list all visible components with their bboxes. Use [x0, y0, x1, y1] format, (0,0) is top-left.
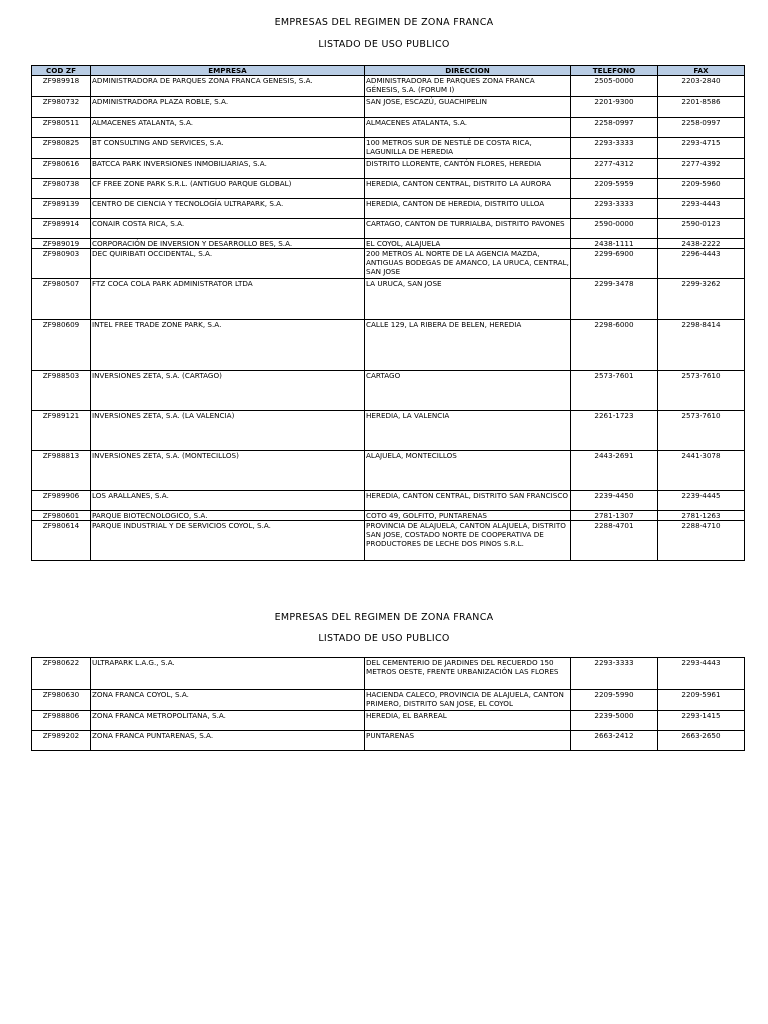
header-telefono: TELEFONO — [571, 66, 658, 76]
cell-empresa: INVERSIONES ZETA, S.A. (MONTECILLOS) — [91, 451, 365, 491]
cell-empresa: ZONA FRANCA COYOL, S.A. — [91, 690, 365, 711]
cell-empresa: CONAIR COSTA RICA, S.A. — [91, 219, 365, 239]
header-fax: FAX — [658, 66, 745, 76]
cell-telefono: 2209-5990 — [571, 690, 658, 711]
cell-empresa: ADMINISTRADORA PLAZA ROBLE, S.A. — [91, 97, 365, 118]
table-row — [32, 320, 745, 371]
cell-cod: ZF980614 — [32, 521, 91, 561]
cell-telefono: 2781-1307 — [571, 511, 658, 521]
table-row — [32, 249, 745, 279]
cell-cod: ZF988806 — [32, 711, 91, 731]
cell-cod: ZF980738 — [32, 179, 91, 199]
cell-telefono: 2663-2412 — [571, 731, 658, 751]
cell-fax: 2438-2222 — [658, 239, 745, 249]
cell-direccion: HEREDIA, CANTON CENTRAL, DISTRITO SAN FRANCISCO — [365, 491, 571, 511]
cell-fax: 2277-4392 — [658, 159, 745, 179]
table-row — [32, 76, 745, 97]
cell-empresa: DEC QUIRIBATI OCCIDENTAL, S.A. — [91, 249, 365, 279]
cell-cod: ZF980507 — [32, 279, 91, 320]
cell-empresa: ZONA FRANCA METROPOLITANA, S.A. — [91, 711, 365, 731]
cell-fax: 2573-7610 — [658, 411, 745, 451]
cell-fax: 2258-0997 — [658, 118, 745, 138]
cell-direccion: CALLE 129, LA RIBERA DE BELEN, HEREDIA — [365, 320, 571, 371]
table-row — [32, 118, 745, 138]
cell-fax: 2298-8414 — [658, 320, 745, 371]
cell-empresa: LOS ARALLANES, S.A. — [91, 491, 365, 511]
cell-cod: ZF980622 — [32, 658, 91, 690]
cell-telefono: 2239-4450 — [571, 491, 658, 511]
cell-direccion: HEREDIA, CANTON CENTRAL, DISTRITO LA AURORA — [365, 179, 571, 199]
table-row — [32, 411, 745, 451]
cell-fax: 2288-4710 — [658, 521, 745, 561]
cell-telefono: 2293-3333 — [571, 199, 658, 219]
cell-cod: ZF980825 — [32, 138, 91, 159]
cell-direccion: HEREDIA, LA VALENCIA — [365, 411, 571, 451]
cell-cod: ZF988503 — [32, 371, 91, 411]
cell-empresa: INVERSIONES ZETA, S.A. (CARTAGO) — [91, 371, 365, 411]
table-row — [32, 199, 745, 219]
cell-fax: 2573-7610 — [658, 371, 745, 411]
table-row — [32, 690, 745, 711]
cell-cod: ZF989121 — [32, 411, 91, 451]
cell-fax: 2781-1263 — [658, 511, 745, 521]
cell-fax: 2201-8586 — [658, 97, 745, 118]
cell-fax: 2441-3078 — [658, 451, 745, 491]
page-title: EMPRESAS DEL REGIMEN DE ZONA FRANCA — [274, 17, 494, 28]
table-row — [32, 138, 745, 159]
cell-cod: ZF989139 — [32, 199, 91, 219]
cell-cod: ZF980732 — [32, 97, 91, 118]
cell-direccion: ALAJUELA, MONTECILLOS — [365, 451, 571, 491]
cell-empresa: CF FREE ZONE PARK S.R.L. (ANTIGUO PARQUE GLOBAL) — [91, 179, 365, 199]
table-row — [32, 179, 745, 199]
page-subtitle-2: LISTADO DE USO PUBLICO — [318, 633, 450, 644]
cell-empresa: PARQUE INDUSTRIAL Y DE SERVICIOS COYOL, S.A. — [91, 521, 365, 561]
cell-empresa: CENTRO DE CIENCIA Y TECNOLOGÍA ULTRAPARK, S.A. — [91, 199, 365, 219]
cell-telefono: 2505-0000 — [571, 76, 658, 97]
cell-empresa: ULTRAPARK L.A.G., S.A. — [91, 658, 365, 690]
cell-telefono: 2288-4701 — [571, 521, 658, 561]
cell-telefono: 2298-6000 — [571, 320, 658, 371]
cell-direccion: HEREDIA, EL BARREAL — [365, 711, 571, 731]
cell-empresa: ADMINISTRADORA DE PARQUES ZONA FRANCA GENESIS, S.A. — [91, 76, 365, 97]
page-subtitle: LISTADO DE USO PUBLICO — [318, 39, 450, 50]
table-row — [32, 97, 745, 118]
cell-direccion: CARTAGO — [365, 371, 571, 411]
cell-direccion: DISTRITO LLORENTE, CANTÓN FLORES, HEREDIA — [365, 159, 571, 179]
cell-direccion: DEL CEMENTERIO DE JARDINES DEL RECUERDO 150 METROS OESTE, FRENTE URBANIZACIÓN LAS FLORES — [365, 658, 571, 690]
table-row — [32, 731, 745, 751]
table-body-2 — [32, 658, 745, 751]
cell-telefono: 2293-3333 — [571, 138, 658, 159]
table-row — [32, 521, 745, 561]
cell-empresa: INTEL FREE TRADE ZONE PARK, S.A. — [91, 320, 365, 371]
cell-cod: ZF989202 — [32, 731, 91, 751]
cell-cod: ZF989918 — [32, 76, 91, 97]
cell-empresa: PARQUE BIOTECNOLOGICO, S.A. — [91, 511, 365, 521]
cell-cod: ZF980903 — [32, 249, 91, 279]
cell-telefono: 2209-5959 — [571, 179, 658, 199]
cell-direccion: ADMINISTRADORA DE PARQUES ZONA FRANCA GÉNESIS, S.A. (FORUM I) — [365, 76, 571, 97]
cell-fax: 2590-0123 — [658, 219, 745, 239]
cell-fax: 2296-4443 — [658, 249, 745, 279]
cell-direccion: SAN JOSE, ESCAZÚ, GUACHIPELIN — [365, 97, 571, 118]
cell-empresa: BT CONSULTING AND SERVICES, S.A. — [91, 138, 365, 159]
cell-direccion: LA URUCA, SAN JOSE — [365, 279, 571, 320]
cell-fax: 2209-5960 — [658, 179, 745, 199]
cell-empresa: FTZ COCA COLA PARK ADMINISTRATOR LTDA — [91, 279, 365, 320]
cell-telefono: 2573-7601 — [571, 371, 658, 411]
header-direccion: DIRECCION — [365, 66, 571, 76]
cell-empresa: INVERSIONES ZETA, S.A. (LA VALENCIA) — [91, 411, 365, 451]
cell-cod: ZF989914 — [32, 219, 91, 239]
cell-fax: 2209-5961 — [658, 690, 745, 711]
cell-direccion: HACIENDA CALECO, PROVINCIA DE ALAJUELA, CANTON PRIMERO, DISTRITO SAN JOSE, EL COYOL — [365, 690, 571, 711]
table-row — [32, 511, 745, 521]
cell-fax: 2293-4443 — [658, 199, 745, 219]
page-title-2: EMPRESAS DEL REGIMEN DE ZONA FRANCA — [274, 612, 494, 623]
companies-table-2 — [31, 657, 745, 751]
cell-telefono: 2590-0000 — [571, 219, 658, 239]
cell-cod: ZF980616 — [32, 159, 91, 179]
header-empresa: EMPRESA — [91, 66, 365, 76]
table-body — [32, 76, 745, 561]
cell-empresa: BATCCA PARK INVERSIONES INMOBILIARIAS, S.A. — [91, 159, 365, 179]
cell-fax: 2663-2650 — [658, 731, 745, 751]
cell-empresa: CORPORACIÓN DE INVERSION Y DESARROLLO BES, S.A. — [91, 239, 365, 249]
cell-cod: ZF980630 — [32, 690, 91, 711]
companies-table — [31, 65, 745, 561]
cell-empresa: ZONA FRANCA PUNTARENAS, S.A. — [91, 731, 365, 751]
table-header-row — [32, 66, 745, 76]
cell-telefono: 2239-5000 — [571, 711, 658, 731]
cell-fax: 2293-1415 — [658, 711, 745, 731]
cell-cod: ZF989019 — [32, 239, 91, 249]
cell-fax: 2299-3262 — [658, 279, 745, 320]
cell-direccion: 100 METROS SUR DE NESTLÉ DE COSTA RICA, LAGUNILLA DE HEREDIA — [365, 138, 571, 159]
cell-direccion: COTO 49, GOLFITO, PUNTARENAS — [365, 511, 571, 521]
table-row — [32, 451, 745, 491]
cell-telefono: 2261-1723 — [571, 411, 658, 451]
cell-cod: ZF980511 — [32, 118, 91, 138]
table-row — [32, 711, 745, 731]
table-row — [32, 159, 745, 179]
cell-direccion: PROVINCIA DE ALAJUELA, CANTON ALAJUELA, DISTRITO SAN JOSE, COSTADO NORTE DE COOPERATIVA DE PRODUCTORES DE LECHE DOS PINOS S.R.L. — [365, 521, 571, 561]
table-row — [32, 371, 745, 411]
cell-cod: ZF988813 — [32, 451, 91, 491]
cell-direccion: EL COYOL, ALAJUELA — [365, 239, 571, 249]
cell-telefono: 2293-3333 — [571, 658, 658, 690]
cell-direccion: CARTAGO, CANTON DE TURRIALBA, DISTRITO PAVONES — [365, 219, 571, 239]
cell-direccion: ALMACENES ATALANTA, S.A. — [365, 118, 571, 138]
cell-fax: 2203-2840 — [658, 76, 745, 97]
table-row — [32, 491, 745, 511]
cell-telefono: 2438-1111 — [571, 239, 658, 249]
cell-direccion: PUNTARENAS — [365, 731, 571, 751]
cell-telefono: 2258-0997 — [571, 118, 658, 138]
cell-telefono: 2201-9300 — [571, 97, 658, 118]
cell-direccion: HEREDIA, CANTON DE HEREDIA, DISTRITO ULLOA — [365, 199, 571, 219]
cell-empresa: ALMACENES ATALANTA, S.A. — [91, 118, 365, 138]
cell-telefono: 2299-6900 — [571, 249, 658, 279]
table-row — [32, 239, 745, 249]
table-row — [32, 279, 745, 320]
cell-fax: 2293-4443 — [658, 658, 745, 690]
cell-fax: 2293-4715 — [658, 138, 745, 159]
cell-telefono: 2299-3478 — [571, 279, 658, 320]
cell-telefono: 2443-2691 — [571, 451, 658, 491]
cell-telefono: 2277-4312 — [571, 159, 658, 179]
table-row — [32, 658, 745, 690]
cell-cod: ZF980609 — [32, 320, 91, 371]
table-row — [32, 219, 745, 239]
cell-cod: ZF980601 — [32, 511, 91, 521]
cell-cod: ZF989906 — [32, 491, 91, 511]
cell-direccion: 200 METROS AL NORTE DE LA AGENCIA MAZDA, ANTIGUAS BODEGAS DE AMANCO, LA URUCA, CENTRAL, SAN JOSE — [365, 249, 571, 279]
cell-fax: 2239-4445 — [658, 491, 745, 511]
header-cod: COD ZF — [32, 66, 91, 76]
